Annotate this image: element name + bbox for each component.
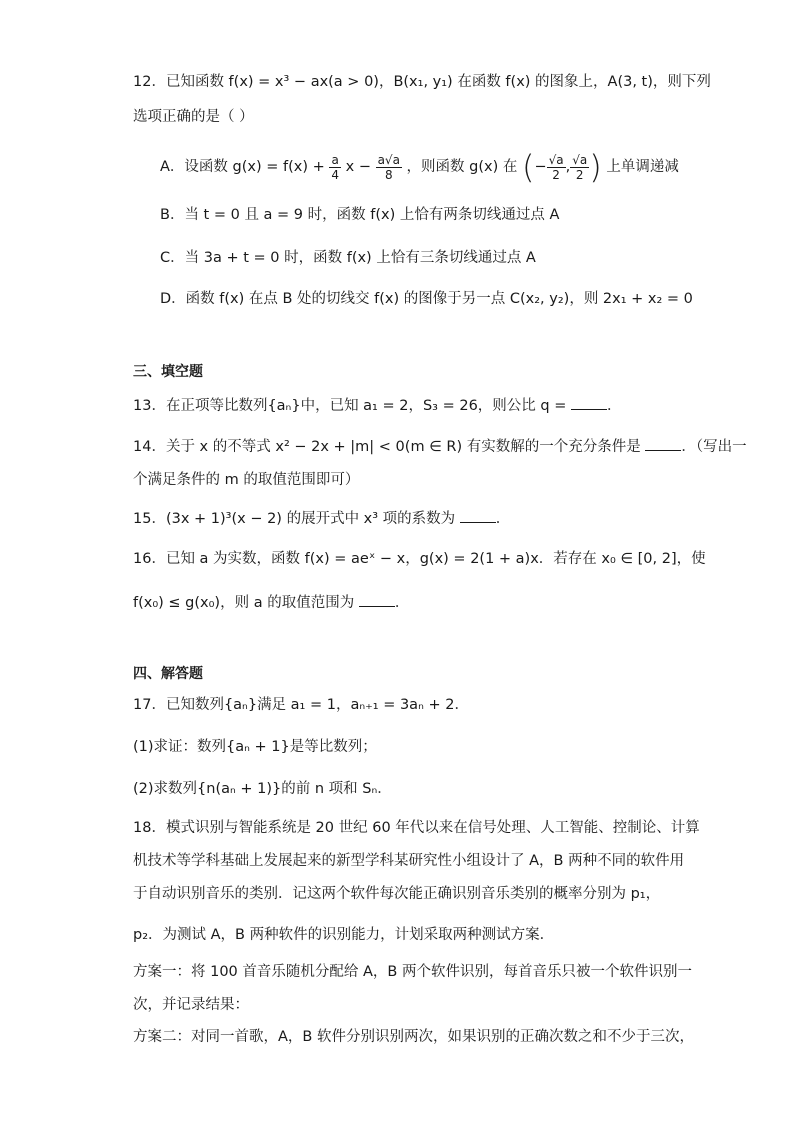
q17-stem: 17．已知数列{aₙ}满足 a₁ = 1，aₙ₊₁ = 3aₙ + 2． <box>133 697 469 713</box>
frac-num: √a <box>548 152 564 167</box>
fraction-sqrt-a-over-2-left <box>547 153 566 182</box>
answer-blank <box>359 592 395 607</box>
q12-stem-line1: 12．已知函数 f(x) = x³ − ax(a > 0)，B(x₁, y₁) 在函数 f(x) 的图象上，A(3, t)，则下列 <box>133 74 711 90</box>
q18-line5: 方案一：将 100 首音乐随机分配给 A，B 两个软件识别，每首音乐只被一个软件识别一 <box>133 964 692 980</box>
frac-den: 4 <box>331 167 340 182</box>
q13 <box>133 395 734 416</box>
frac-num: a <box>329 153 341 168</box>
fraction-a-over-4 <box>329 153 341 182</box>
q18-line4: p₂．为测试 A，B 两种软件的识别能力，计划采取两种测试方案． <box>133 927 555 943</box>
q18-line6: 次，并记录结果： <box>133 997 249 1013</box>
q12-option-a-pre: A．设函数 g(x) = f(x) + <box>160 159 330 175</box>
q15 <box>133 508 734 529</box>
q18-line1: 18．模式识别与智能系统是 20 世纪 60 年代以来在信号处理、人工智能、控制论、计算 <box>133 820 700 836</box>
q13-post: ． <box>606 398 622 414</box>
close-paren: ) <box>589 148 602 186</box>
q15-pre: 15．(3x + 1)³(x − 2) 的展开式中 x³ 项的系数为 <box>133 511 456 527</box>
q15-post: ． <box>495 511 511 527</box>
answer-blank <box>645 436 681 451</box>
q18-line3: 于自动识别音乐的类别．记这两个软件每次能正确识别音乐类别的概率分别为 p₁， <box>133 886 661 902</box>
q16-l2-pre: f(x₀) ≤ g(x₀)，则 a 的取值范围为 <box>133 595 355 611</box>
q14-line1 <box>133 436 747 457</box>
q14-line2: 个满足条件的 m 的取值范围即可） <box>133 472 360 488</box>
q17-part1: (1)求证：数列{aₙ + 1}是等比数列； <box>133 739 377 755</box>
q12-option-a-mid2: ，则函数 g(x) 在 <box>406 159 518 175</box>
open-paren: ( <box>521 148 535 186</box>
section-title-fill-in: 三、填空题 <box>133 364 203 380</box>
answer-blank <box>571 395 607 410</box>
q12-stem-line2: 选项正确的是（ ） <box>133 109 254 125</box>
q18-line2: 机技术等学科基础上发展起来的新型学科某研究性小组设计了 A，B 两种不同的软件用 <box>133 853 685 869</box>
q12-option-d: D．函数 f(x) 在点 B 处的切线交 f(x) 的图像于另一点 C(x₂, y₂)，则 2x₁ + x₂ = 0 <box>160 291 693 307</box>
q16-line1: 16．已知 a 为实数，函数 f(x) = aeˣ − x，g(x) = 2(1 + a)x．若存在 x₀ ∈ [0, 2]，使 <box>133 551 706 567</box>
frac-den: 2 <box>575 167 584 182</box>
section-title-solutions: 四、解答题 <box>133 666 203 682</box>
frac-den: 8 <box>384 167 393 182</box>
q12-option-a-mid: x − <box>345 159 376 175</box>
frac-num: √a <box>572 152 588 167</box>
q14-pre: 14．关于 x 的不等式 x² − 2x + |m| < 0(m ∈ R) 有实数解的一个充分条件是 <box>133 439 641 455</box>
q12-option-c: C．当 3a + t = 0 时，函数 f(x) 上恰有三条切线通过点 A <box>160 250 536 266</box>
q18-line7: 方案二：对同一首歌，A，B 软件分别识别两次，如果识别的正确次数之和不少于三次， <box>133 1029 694 1045</box>
q16-l2-post: ． <box>394 595 410 611</box>
q12-option-a-post: 上单调递减 <box>606 159 679 175</box>
answer-blank <box>460 508 496 523</box>
frac-den: 2 <box>552 167 560 182</box>
q16-line2 <box>133 592 734 613</box>
q17-part2: (2)求数列{n(aₙ + 1)}的前 n 项和 Sₙ． <box>133 781 392 797</box>
q14-post: ．（写出一 <box>681 439 747 455</box>
q13-pre: 13．在正项等比数列{aₙ}中，已知 a₁ = 2，S₃ = 26，则公比 q = <box>133 398 567 414</box>
frac-num: a√a <box>377 152 400 167</box>
fraction-a-sqrt-a-over-8 <box>376 153 402 182</box>
q12-option-b: B．当 t = 0 且 a = 9 时，函数 f(x) 上恰有两条切线通过点 A <box>160 207 560 223</box>
fraction-sqrt-a-over-2-right <box>570 153 589 182</box>
q12-option-a: A．设函数 g(x) = f(x) + $\frac{a}{4}$ x − $\frac{a√a}{8}$ ，则函数 g(x) 在 (− $\frac{√a}{2}$ , $\frac{√a}{2}$ ) 上单调递减 <box>160 148 679 186</box>
